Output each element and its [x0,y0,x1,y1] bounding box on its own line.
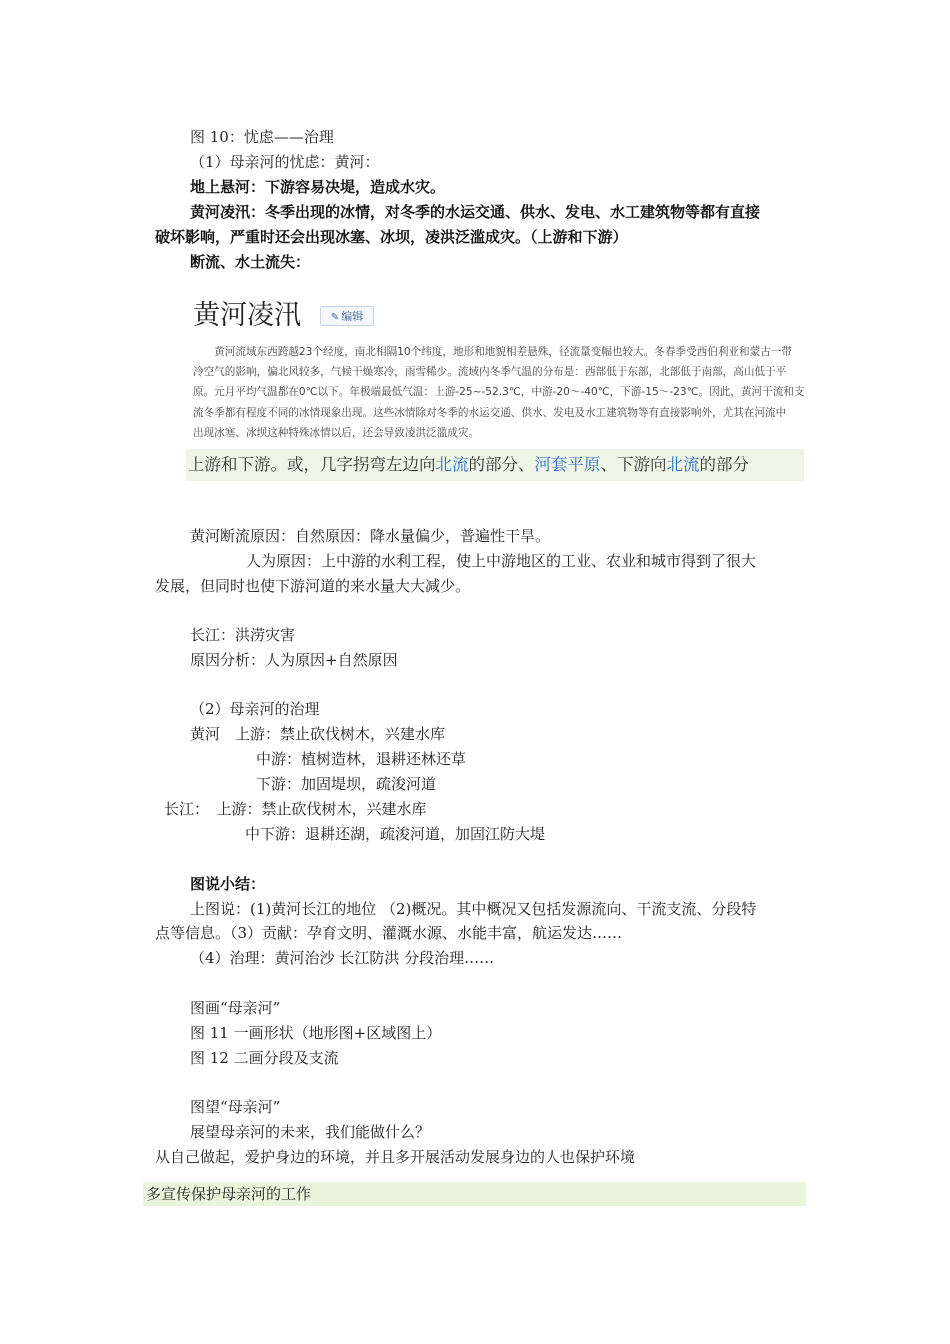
section-1-heading: （1）母亲河的忧虑：黄河： [190,153,380,171]
outlook-question: 展望母亲河的未来，我们能做什么？ [190,1123,431,1141]
human-causes-text-cont: 发展，但同时也使下游河道的来水量大大减少。 [155,577,471,595]
summary-text-2: 点等信息。（3）贡献：孕育文明、灌溉水源、水能丰富，航运发达…… [155,924,623,942]
figure-11-text: 图 11 一画形状（地形图+区域图上） [190,1024,442,1042]
pencil-icon: ✎ [330,312,340,323]
outlook-answer: 从自己做起，爱护身边的环境，并且多开展活动发展身边的人也保护环境 [155,1148,636,1166]
screenshot-para-line: 原。元月平均气温都在0℃以下。年极端最低气温：上游-25~-52.3℃，中游-20～-40℃，下游-15～-23℃。因此，黄河干流和支 [193,386,805,399]
suspended-river-text: 地上悬河：下游容易决堤，造成水灾。 [190,178,446,196]
edit-label: 编辑 [341,310,364,323]
highlight-part: 的部分 [699,455,749,474]
highlight-link-north[interactable]: 北流 [435,455,469,474]
summary-text-1: 上图说：(1)黄河长江的地位 （2)概况。其中概况又包括发源流向、干流支流、分段特 [190,900,757,918]
yangtze-flood-text: 长江：洪涝灾害 [190,626,296,644]
screenshot-para-line: 出现冰塞、冰坝这种特殊冰情以后，还会导致凌洪泛滥成灾。 [193,426,480,439]
yellow-upper-text: 黄河 上游：禁止砍伐树木，兴建水库 [190,725,446,743]
highlight-part: 、下游向 [600,455,667,474]
summary-text-3: （4）治理：黄河治沙 长江防洪 分段治理…… [190,949,495,967]
cutoff-erosion-text: 断流、水土流失： [190,253,311,271]
figure-12-text: 图 12 二画分段及支流 [190,1049,339,1067]
yellow-lower-text: 下游：加固堤坝，疏浚河道 [256,775,437,793]
highlight-text [188,453,749,477]
highlight-part: 的部分、 [468,455,535,474]
ice-flood-text: 黄河凌汛：冬季出现的冰情，对冬季的水运交通、供水、发电、水工建筑物等都有直接 [190,203,761,221]
edit-button[interactable] [320,306,374,326]
ice-flood-text-cont: 破坏影响，严重时还会出现冰塞、冰坝，凌洪泛滥成灾。（上游和下游） [155,228,628,246]
highlight-link-hetao[interactable]: 河套平原 [534,455,601,474]
section-2-heading: （2）母亲河的治理 [190,700,320,718]
yellow-middle-text: 中游：植树造林，退耕还林还草 [256,750,467,768]
figure-10-caption: 图 10：忧虑——治理 [190,128,334,146]
human-causes-text: 人为原因：上中游的水利工程，使上中游地区的工业、农业和城市得到了很大 [246,552,757,570]
screenshot-para-line: 流冬季都有程度不同的冰情现象出现。这些冰情除对冬季的水运交通、供水、发电及水工建筑物等有直接影响外，尤其在河流中 [193,406,787,419]
highlight-link-north-2[interactable]: 北流 [666,455,700,474]
outlook-heading: 图望“母亲河” [190,1098,281,1116]
promote-text: 多宣传保护母亲河的工作 [146,1185,312,1203]
screenshot-para-line: 冷空气的影响，偏北风较多，气候干燥寒冷，雨雪稀少。流域内冬季气温的分布是：西部低于东部，北部低于南部，高山低于平 [193,366,787,379]
screenshot-paragraph [193,342,869,443]
summary-heading: 图说小结： [190,875,266,893]
yangtze-upper-text: 长江： 上游：禁止砍伐树木，兴建水库 [164,800,427,818]
screenshot-para-line: 黄河流域东西跨越23个经度，南北相隔10个纬度，地形和地貌相差悬殊，径流量变幅也较大。冬春季受西伯利亚和蒙古一带 [193,346,793,358]
cause-analysis-text: 原因分析：人为原因+自然原因 [190,651,398,669]
yangtze-middle-lower-text: 中下游：退耕还湖，疏浚河道，加固江防大堤 [245,825,546,843]
draw-heading: 图画“母亲河” [190,999,281,1017]
screenshot-title: 黄河凌汛 [193,300,301,331]
highlight-part: 上游和下游。或，几字拐弯左边向 [188,455,436,474]
cutoff-causes-text: 黄河断流原因：自然原因：降水量偏少，普遍性干旱。 [190,527,551,545]
